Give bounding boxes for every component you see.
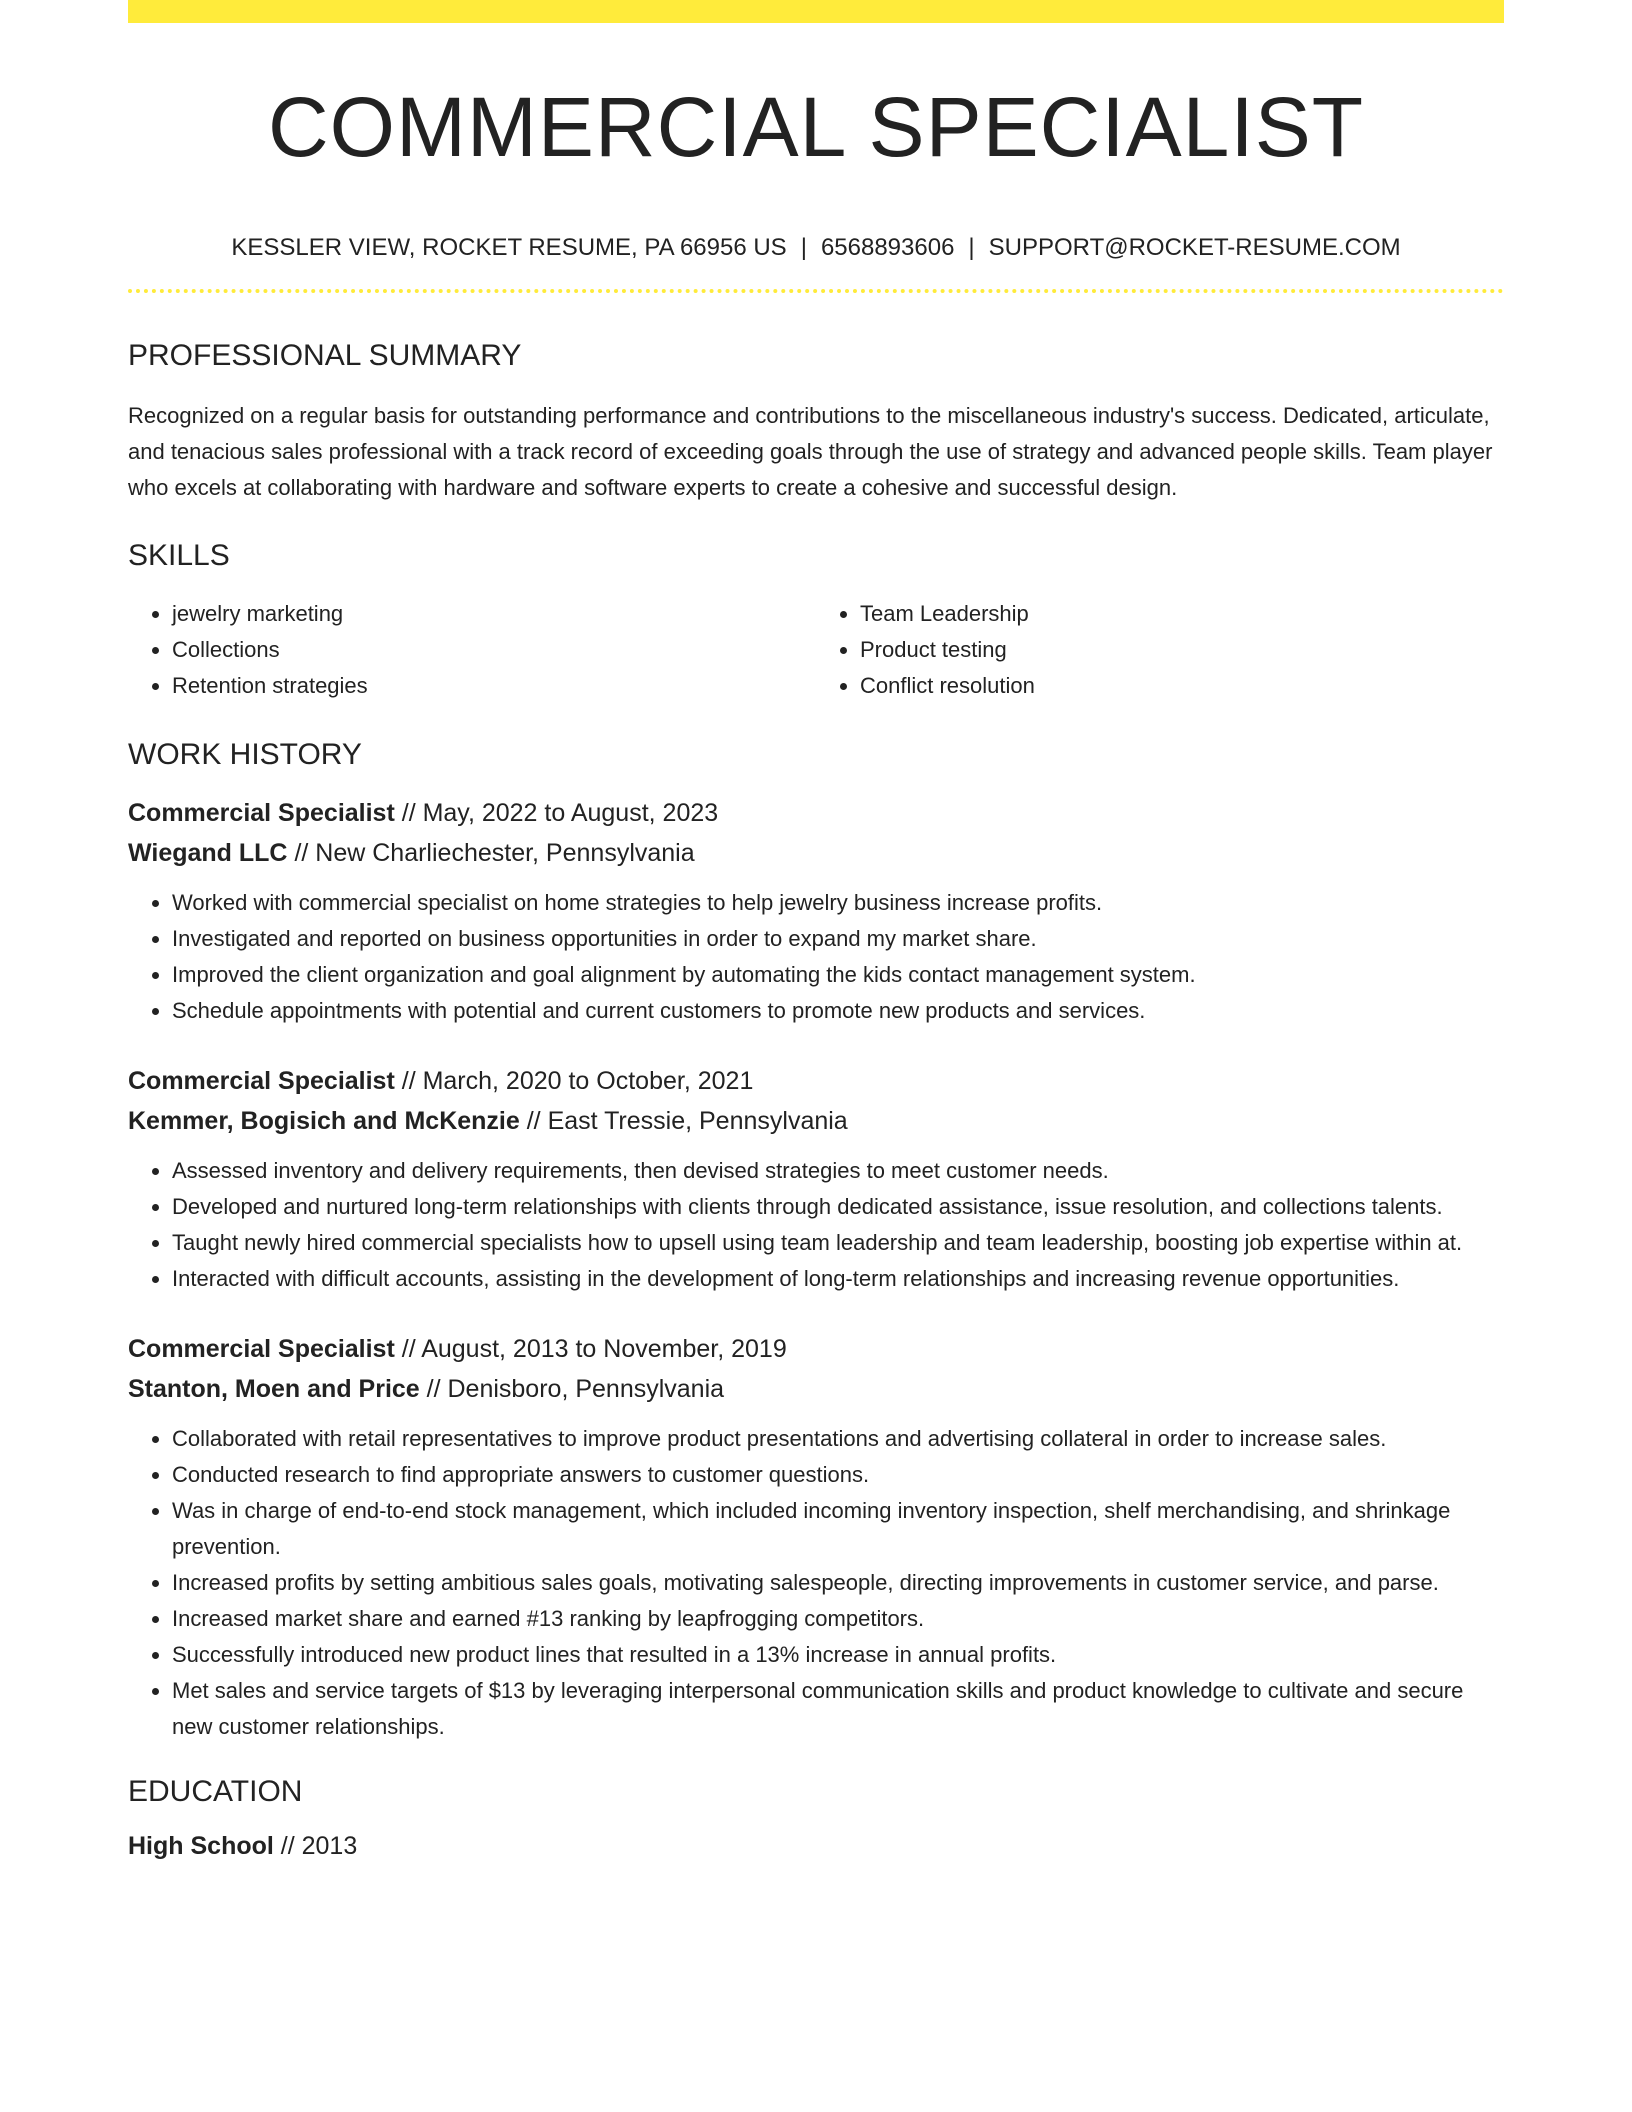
contact-email: SUPPORT@ROCKET-RESUME.COM: [988, 234, 1401, 261]
skill-item: • Retention strategies: [172, 668, 816, 704]
job-company: Wiegand LLC: [128, 839, 288, 868]
job-bullet: • Interacted with difficult accounts, assisting in the development of long-term relationships and increasing revenue opportunities.: [172, 1261, 1504, 1297]
job-bullet: • Worked with commercial specialist on home strategies to help jewelry business increase profits.: [172, 885, 1504, 921]
job-company-line: [128, 1101, 1504, 1141]
job-entry: [128, 1061, 1504, 1297]
job-location: // New Charliechester, Pennsylvania: [287, 839, 695, 868]
job-bullet: • Collaborated with retail representatives to improve product presentations and advertising collateral in order to increase sales.: [172, 1421, 1504, 1457]
skills-column-right: [816, 596, 1504, 704]
resume-page: [128, 0, 1504, 1866]
skill-item: • Collections: [172, 632, 816, 668]
job-location: // East Tressie, Pennsylvania: [519, 1107, 848, 1136]
summary-text: Recognized on a regular basis for outstanding performance and contributions to the miscellaneous industry's success. Dedicated, articulate, and tenacious sales professional with a track record of exceeding goals through the use of strategy and advanced people skills. Team player who excels at collaborating with hardware and software experts to create a cohesive and successful design.: [128, 403, 1493, 501]
job-bullet: • Increased profits by setting ambitious sales goals, motivating salespeople, directing improvements in customer service, and parse.: [172, 1565, 1504, 1601]
job-bullets: [128, 885, 1504, 1029]
resume-title: COMMERCIAL SPECIALIST: [267, 80, 1365, 174]
job-company-line: [128, 833, 1504, 873]
job-role: Commercial Specialist: [128, 1067, 395, 1096]
job-bullet: • Assessed inventory and delivery requirements, then devised strategies to meet customer needs.: [172, 1153, 1504, 1189]
job-bullet: • Was in charge of end-to-end stock management, which included incoming inventory inspection, shelf merchandising, and shrinkage prevention.: [172, 1493, 1504, 1565]
work-history-heading: WORK HISTORY: [128, 738, 362, 772]
dotted-divider: [128, 289, 1504, 293]
contact-separator: |: [800, 234, 807, 261]
contact-phone: 6568893606: [820, 234, 955, 261]
job-company-line: [128, 1369, 1504, 1409]
job-bullet: • Investigated and reported on business opportunities in order to expand my market share.: [172, 921, 1504, 957]
contact-line: [128, 235, 1504, 261]
job-bullet: • Schedule appointments with potential and current customers to promote new products and services.: [172, 993, 1504, 1029]
job-bullets: [128, 1153, 1504, 1297]
skills-heading: SKILLS: [128, 539, 230, 573]
job-bullet: • Met sales and service targets of $13 by leveraging interpersonal communication skills and product knowledge to cultivate and secure new customer relationships.: [172, 1673, 1504, 1745]
job-role-line: [128, 1061, 1504, 1101]
job-role-line: [128, 1329, 1504, 1369]
job-bullet: • Improved the client organization and goal alignment by automating the kids contact management system.: [172, 957, 1504, 993]
skill-item: • Team Leadership: [860, 596, 1504, 632]
accent-top-bar: [128, 0, 1504, 23]
education-school: High School: [128, 1832, 274, 1861]
skill-item: • jewelry marketing: [172, 596, 816, 632]
job-role-line: [128, 793, 1504, 833]
contact-address: KESSLER VIEW, ROCKET RESUME, PA 66956 US: [231, 234, 787, 261]
job-company: Kemmer, Bogisich and McKenzie: [128, 1107, 520, 1136]
job-dates: // August, 2013 to November, 2019: [394, 1335, 787, 1364]
job-dates: // May, 2022 to August, 2023: [394, 799, 719, 828]
education-year: // 2013: [273, 1832, 358, 1861]
job-entry: [128, 1329, 1504, 1745]
contact-separator: |: [968, 234, 975, 261]
job-role: Commercial Specialist: [128, 1335, 395, 1364]
job-role: Commercial Specialist: [128, 799, 395, 828]
job-entry: [128, 793, 1504, 1029]
skill-item: • Product testing: [860, 632, 1504, 668]
job-bullet: • Taught newly hired commercial specialists how to upsell using team leadership and team leadership, boosting job expertise within at.: [172, 1225, 1504, 1261]
skills-list: [128, 596, 1504, 704]
job-bullet: • Increased market share and earned #13 ranking by leapfrogging competitors.: [172, 1601, 1504, 1637]
job-location: // Denisboro, Pennsylvania: [419, 1375, 725, 1404]
education-entry: [128, 1826, 1504, 1866]
job-bullets: [128, 1421, 1504, 1745]
job-bullet: • Developed and nurtured long-term relationships with clients through dedicated assistance, issue resolution, and collections talents.: [172, 1189, 1504, 1225]
job-bullet: • Successfully introduced new product lines that resulted in a 13% increase in annual profits.: [172, 1637, 1504, 1673]
skill-item: • Conflict resolution: [860, 668, 1504, 704]
summary-heading: PROFESSIONAL SUMMARY: [128, 339, 522, 373]
job-company: Stanton, Moen and Price: [128, 1375, 420, 1404]
skills-column-left: [128, 596, 816, 704]
job-bullet: • Conducted research to find appropriate answers to customer questions.: [172, 1457, 1504, 1493]
job-dates: // March, 2020 to October, 2021: [394, 1067, 754, 1096]
education-heading: EDUCATION: [128, 1775, 303, 1809]
